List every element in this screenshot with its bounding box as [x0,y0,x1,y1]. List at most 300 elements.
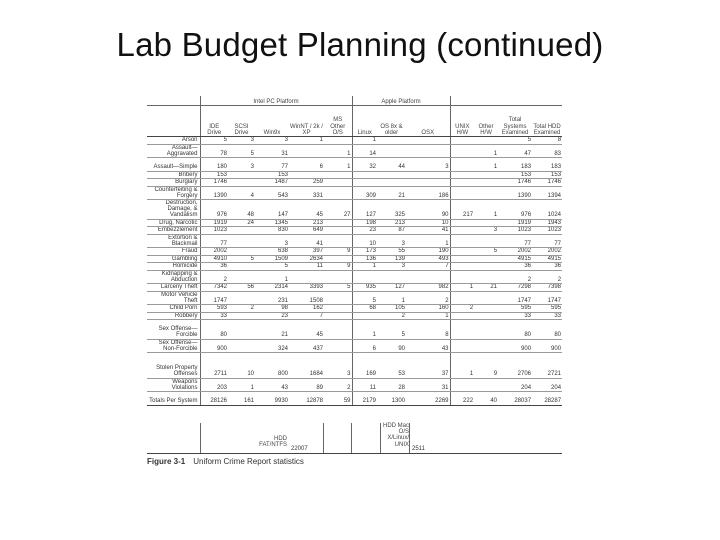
slide-title: Lab Budget Planning (continued) [116,26,604,63]
table-cell [474,255,498,263]
table-row [147,312,562,320]
table-cell: 3 [324,353,352,379]
table-cell: 204 [532,378,562,392]
table-cell: 3 [406,158,450,172]
table-cell: 23 [255,312,289,320]
table-cell: 324 [255,339,289,353]
table-cell: 397 [289,248,324,256]
table-cell: 68 [352,305,377,313]
table-cell [228,234,255,248]
table-cell: 1684 [289,353,324,379]
table-cell [474,234,498,248]
table-cell: 21 [377,186,406,200]
table-cell [406,171,450,179]
table-cell: 27 [324,200,352,220]
crime-report-figure [147,96,565,464]
table-cell [450,234,474,248]
table-cell: 1747 [532,291,562,305]
table-cell: 1023 [532,227,562,235]
table-cell: 213 [377,219,406,227]
table-cell: 11 [352,378,377,392]
table-cell [324,179,352,187]
table-row [147,305,562,313]
table-cell: 90 [406,200,450,220]
table-cell: 98 [255,305,289,313]
table-row [147,378,562,392]
table-cell: 2 [532,270,562,284]
table-cell: 325 [377,200,406,220]
row-label: Arson [147,137,200,145]
table-cell [352,179,377,187]
table-cell: 935 [352,284,377,292]
table-cell: 1919 [498,219,532,227]
table-row [147,255,562,263]
table-cell: 28287 [532,392,562,406]
table-cell: 2634 [289,255,324,263]
table-cell: 2 [498,270,532,284]
table-cell [450,291,474,305]
table-cell: 2 [324,378,352,392]
table-cell: 136 [352,255,377,263]
table-cell: 4 [228,186,255,200]
table-cell: 2179 [352,392,377,406]
table-cell [324,227,352,235]
table-cell: 1747 [498,291,532,305]
table-cell [324,171,352,179]
table-cell: 183 [498,158,532,172]
table-cell: 638 [255,248,289,256]
table-cell [377,179,406,187]
table-cell: 153 [498,171,532,179]
table-cell: 59 [324,392,352,406]
table-row [147,284,562,292]
row-label: Totals Per System [147,392,200,406]
table-cell: 213 [289,219,324,227]
table-cell: 41 [406,227,450,235]
row-label: Stolen Property Offenses [147,353,200,379]
table-cell: 32 [352,158,377,172]
row-label: Assault—Simple [147,158,200,172]
table-cell: 40 [474,392,498,406]
table-cell: 7 [289,312,324,320]
table-cell: 153 [255,171,289,179]
row-label: Weapons Violations [147,378,200,392]
table-row [147,158,562,172]
column-header: IDE Drive [200,106,228,137]
table-cell: 4915 [532,255,562,263]
table-cell: 203 [200,378,228,392]
table-row [147,227,562,235]
column-header: UNIX H/W [450,106,474,137]
table-cell: 982 [406,284,450,292]
table-cell: 437 [289,339,324,353]
table-row [147,200,562,220]
other-group-header [450,96,562,106]
table-cell: 5 [228,144,255,158]
table-cell: 1390 [200,186,228,200]
table-cell: 186 [406,186,450,200]
table-cell: 10 [352,234,377,248]
row-label: Robbery [147,312,200,320]
table-cell [450,320,474,340]
table-cell: 3 [255,137,289,145]
table-cell [377,137,406,145]
column-header: SCSI Drive [228,106,255,137]
table-cell: 198 [352,219,377,227]
table-cell [474,378,498,392]
table-cell: 595 [532,305,562,313]
table-cell [474,186,498,200]
table-cell: 217 [450,200,474,220]
corner-cell [147,96,200,106]
table-cell: 183 [532,158,562,172]
table-cell: 259 [289,179,324,187]
table-cell [406,270,450,284]
table-cell: 9 [324,248,352,256]
table-cell: 2721 [532,353,562,379]
table-cell [352,270,377,284]
hdd-mac-label: HDD Mac O/S X/Linux/ UNIX [383,423,410,448]
table-cell [324,219,352,227]
table-cell: 80 [532,320,562,340]
table-cell: 231 [255,291,289,305]
table-cell [450,186,474,200]
table-cell: 33 [200,312,228,320]
table-cell: 161 [228,392,255,406]
table-cell: 169 [352,353,377,379]
category-header [147,106,200,137]
table-cell: 4915 [498,255,532,263]
table-cell [450,248,474,256]
table-cell: 44 [377,158,406,172]
table-row [147,263,562,271]
table-cell [474,291,498,305]
table-cell: 9 [474,353,498,379]
table-cell: 900 [200,339,228,353]
table-cell: 7 [406,263,450,271]
row-label: Embezzlement [147,227,200,235]
table-cell: 1024 [532,200,562,220]
table-cell: 649 [289,227,324,235]
table-row [147,171,562,179]
table-cell: 800 [255,353,289,379]
table-cell: 3 [228,137,255,145]
table-cell: 1 [474,158,498,172]
table-cell [406,144,450,158]
table-cell [324,186,352,200]
table-cell: 309 [352,186,377,200]
table-cell [228,312,255,320]
table-cell: 7342 [200,284,228,292]
table-cell: 2 [377,312,406,320]
row-label: Extortion & Blackmail [147,234,200,248]
table-cell: 1300 [377,392,406,406]
table-row [147,219,562,227]
row-label: Child Porn [147,305,200,313]
intel-platform-header: Intel PC Platform [200,96,352,106]
table-cell: 160 [406,305,450,313]
table-cell: 36 [532,263,562,271]
table-cell: 48 [228,200,255,220]
table-cell [324,291,352,305]
table-cell: 1394 [532,186,562,200]
table-cell: 127 [377,284,406,292]
table-cell [474,171,498,179]
table-cell: 5 [200,137,228,145]
table-cell: 1 [228,378,255,392]
table-cell: 830 [255,227,289,235]
table-cell [228,270,255,284]
table-cell: 5 [255,263,289,271]
table-row [147,270,562,284]
table-cell: 180 [200,158,228,172]
table-cell [450,339,474,353]
row-label: Counterfeiting & Forgery [147,186,200,200]
table-cell: 14 [352,144,377,158]
table-cell [450,179,474,187]
table-cell: 1746 [200,179,228,187]
table-cell [406,137,450,145]
table-cell: 33 [498,312,532,320]
table-cell: 2 [228,305,255,313]
table-cell: 162 [289,305,324,313]
table-cell: 1746 [532,179,562,187]
table-cell: 77 [498,234,532,248]
table-cell: 11 [289,263,324,271]
column-header: OS 8x & older [377,106,406,137]
table-cell: 2002 [532,248,562,256]
table-cell [228,171,255,179]
table-cell: 1 [450,353,474,379]
column-header: Total HDD Examined [532,106,562,137]
table-cell: 493 [406,255,450,263]
table-cell: 976 [200,200,228,220]
row-label: Gambling [147,255,200,263]
table-cell: 1 [406,312,450,320]
hdd-fat-ntfs-value: 22007 [291,446,308,452]
column-header: MS Other O/S [324,106,352,137]
table-cell [406,179,450,187]
table-cell [289,270,324,284]
table-cell: 24 [228,219,255,227]
table-cell: 1345 [255,219,289,227]
table-cell [324,305,352,313]
table-cell: 9 [324,263,352,271]
table-cell: 53 [377,353,406,379]
table-cell [450,137,474,145]
row-label: Drug, Narcotic [147,219,200,227]
table-cell: 153 [200,171,228,179]
table-cell: 173 [352,248,377,256]
table-cell: 1747 [200,291,228,305]
row-label: Assault—Aggravated [147,144,200,158]
table-cell: 593 [200,305,228,313]
table-row [147,339,562,353]
row-label: Motor Vehicle Theft [147,291,200,305]
table-cell [324,320,352,340]
table-cell [450,144,474,158]
table-cell: 3 [474,227,498,235]
table-cell: 222 [450,392,474,406]
table-cell [324,137,352,145]
row-label: Kidnapping & Abduction [147,270,200,284]
figure-caption-text: Uniform Crime Report statistics [193,457,304,466]
table-cell: 12878 [289,392,324,406]
table-cell: 4910 [200,255,228,263]
table-cell [450,270,474,284]
table-cell [228,320,255,340]
table-cell: 43 [255,378,289,392]
table-cell: 33 [532,312,562,320]
table-cell: 1943 [532,219,562,227]
table-cell [474,320,498,340]
table-cell: 595 [498,305,532,313]
table-cell [228,291,255,305]
figure-caption [147,457,304,466]
table-cell: 1390 [498,186,532,200]
table-row [147,320,562,340]
table-cell: 204 [498,378,532,392]
table-cell: 2706 [498,353,532,379]
table-cell: 5 [498,137,532,145]
figure-caption-label: Figure 3-1 [147,457,186,466]
table-cell: 976 [498,200,532,220]
table-cell: 83 [532,144,562,158]
table-cell: 1 [255,270,289,284]
table-cell: 5 [352,291,377,305]
table-cell: 1 [324,158,352,172]
table-cell [228,263,255,271]
table-row [147,353,562,379]
table-cell: 21 [255,320,289,340]
table-cell: 28126 [200,392,228,406]
table-cell: 77 [200,234,228,248]
row-label: Sex Offense—Non-Forcible [147,339,200,353]
table-cell: 6 [289,158,324,172]
column-header: Linux [352,106,377,137]
table-cell: 55 [377,248,406,256]
column-header: WinNT / 2k / XP [289,106,324,137]
table-cell: 139 [377,255,406,263]
table-cell [450,219,474,227]
table-cell: 2 [406,291,450,305]
table-cell: 45 [289,200,324,220]
table-cell: 6 [352,339,377,353]
hdd-mac-value: 2511 [412,446,425,452]
table-cell: 3 [255,234,289,248]
table-cell: 9930 [255,392,289,406]
table-cell: 1 [377,291,406,305]
table-cell: 28 [377,378,406,392]
table-cell [228,339,255,353]
table-cell: 78 [200,144,228,158]
table-cell: 1 [450,284,474,292]
table-cell: 127 [352,200,377,220]
table-row [147,144,562,158]
table-cell [474,305,498,313]
table-cell [352,171,377,179]
table-cell: 1 [352,320,377,340]
table-cell: 10 [228,353,255,379]
table-cell [474,219,498,227]
table-cell: 36 [200,263,228,271]
table-cell: 28037 [498,392,532,406]
table-cell: 1746 [498,179,532,187]
table-cell: 2711 [200,353,228,379]
table-cell: 90 [377,339,406,353]
table-cell: 1 [474,200,498,220]
table-cell [324,255,352,263]
table-cell [450,158,474,172]
table-cell: 1508 [289,291,324,305]
table-cell: 2314 [255,284,289,292]
table-cell [228,248,255,256]
table-cell: 31 [255,144,289,158]
table-cell: 2002 [498,248,532,256]
table-cell: 2 [200,270,228,284]
table-cell [450,255,474,263]
table-cell: 3 [377,263,406,271]
table-cell [228,179,255,187]
table-cell: 1509 [255,255,289,263]
table-cell [324,312,352,320]
table-cell: 543 [255,186,289,200]
table-cell: 1 [324,144,352,158]
column-header: OSX [406,106,450,137]
table-cell: 5 [324,284,352,292]
table-row [147,234,562,248]
table-cell: 56 [228,284,255,292]
table-cell: 153 [532,171,562,179]
table-cell [377,270,406,284]
table-cell [324,234,352,248]
table-cell: 7398 [532,284,562,292]
table-cell: 80 [200,320,228,340]
table-cell: 3393 [289,284,324,292]
row-label: Destruction, Damage, & Vandalism [147,200,200,220]
table-cell: 190 [406,248,450,256]
table-cell: 900 [532,339,562,353]
table-cell: 5 [377,320,406,340]
table-cell: 8 [406,320,450,340]
table-cell [289,171,324,179]
table-cell [474,312,498,320]
table-cell: 80 [498,320,532,340]
table-cell [228,227,255,235]
table-cell [352,312,377,320]
column-header: Other H/W [474,106,498,137]
table-cell [474,179,498,187]
table-cell: 31 [406,378,450,392]
table-cell: 1 [352,137,377,145]
table-cell [450,263,474,271]
table-cell: 2002 [200,248,228,256]
hdd-fat-ntfs-label: HDD FAT/NTFS [259,436,287,449]
table-cell: 900 [498,339,532,353]
row-label: Fraud [147,248,200,256]
table-cell [289,144,324,158]
table-cell: 1 [289,137,324,145]
hdd-summary-section [147,423,562,454]
table-cell: 5 [474,248,498,256]
table-cell: 8 [532,137,562,145]
table-row [147,248,562,256]
table-cell: 37 [406,353,450,379]
table-cell: 3 [377,234,406,248]
table-cell: 45 [289,320,324,340]
crime-statistics-table [147,96,562,406]
table-cell: 1 [352,263,377,271]
